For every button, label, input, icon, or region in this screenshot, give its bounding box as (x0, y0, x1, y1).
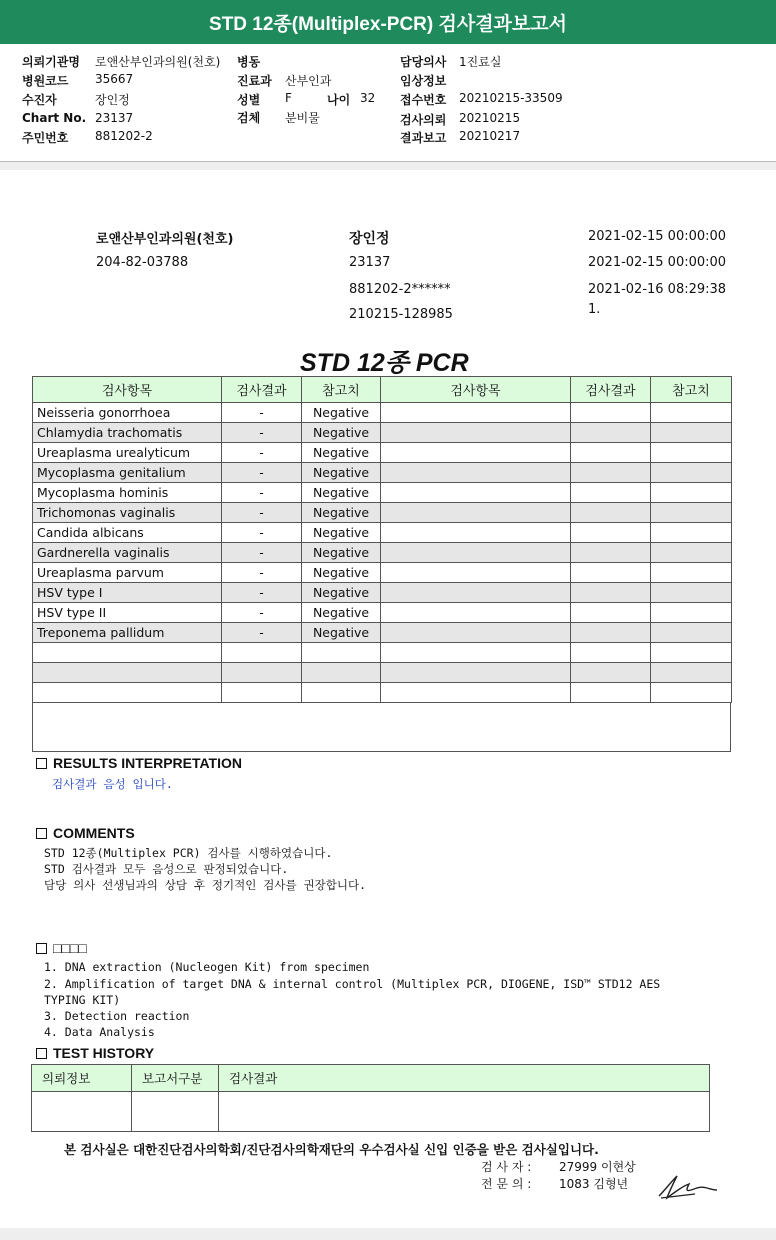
reference-cell: Negative (302, 463, 381, 483)
table-row (33, 683, 732, 703)
test-item-cell: Trichomonas vaginalis (33, 503, 222, 523)
reference-cell (651, 643, 732, 663)
reference-cell: Negative (302, 523, 381, 543)
reference-cell (651, 563, 732, 583)
receipt-label: 접수번호 (400, 93, 447, 107)
report-title: STD 12종(Multiplex-PCR) 검사결과보고서 (0, 0, 776, 44)
age-value: 32 (360, 91, 376, 105)
test-item-cell: Neisseria gonorrhoea (33, 403, 222, 423)
method-title-text: □□□□ (53, 940, 87, 956)
test-result-cell (571, 643, 651, 663)
test-item-cell (381, 503, 571, 523)
interpretation-title-text: RESULTS INTERPRETATION (53, 755, 242, 771)
specimen-number: 210215-128985 (349, 307, 453, 322)
test-result-cell (571, 583, 651, 603)
sex-value: F (285, 91, 292, 105)
clinical-label: 임상정보 (400, 74, 447, 88)
patient-value: 장인정 (95, 93, 130, 107)
report-label: 결과보고 (400, 131, 447, 145)
dept-label: 진료과 (237, 74, 272, 88)
age-label: 나이 (327, 93, 351, 107)
tester-label: 검 사 자 : (481, 1160, 532, 1174)
col-result-header: 검사결과 (222, 377, 302, 403)
history-header-row (32, 1065, 710, 1092)
test-result-cell: - (222, 483, 302, 503)
test-item-cell (381, 583, 571, 603)
table-row (33, 623, 732, 643)
results-table (32, 376, 732, 703)
reference-cell: Negative (302, 583, 381, 603)
test-result-cell (571, 663, 651, 683)
business-number: 204-82-03788 (96, 255, 189, 270)
institution-label: 의뢰기관명 (22, 55, 80, 69)
reference-cell: Negative (302, 423, 381, 443)
table-row (33, 463, 732, 483)
table-row (33, 643, 732, 663)
col-ref-header: 참고치 (302, 377, 381, 403)
method-line-2: 2. Amplification of target DNA & internal control (Multiplex PCR, DIOGENE, ISD™ STD12 AES (44, 977, 661, 991)
table-row (33, 423, 732, 443)
history-cell (132, 1092, 219, 1132)
bottom-band (0, 1228, 776, 1240)
test-item-cell (33, 683, 222, 703)
chart-value: 23137 (95, 111, 134, 125)
reference-cell (651, 683, 732, 703)
comment-line-1: STD 12종(Multiplex PCR) 검사를 시행하였습니다. (44, 846, 333, 860)
patient-name: 장인정 (349, 231, 390, 247)
test-item-cell: Mycoplasma genitalium (33, 463, 222, 483)
reference-cell (302, 683, 381, 703)
table-row (33, 583, 732, 603)
test-item-cell (381, 443, 571, 463)
reference-cell: Negative (302, 483, 381, 503)
test-item-cell: Ureaplasma parvum (33, 563, 222, 583)
history-title (36, 1045, 154, 1061)
reference-cell (651, 603, 732, 623)
test-result-cell (571, 603, 651, 623)
test-item-cell (381, 623, 571, 643)
history-title-text: TEST HISTORY (53, 1045, 155, 1061)
sex-label: 성별 (237, 93, 261, 107)
comments-title-text: COMMENTS (53, 825, 135, 841)
reference-cell (302, 663, 381, 683)
reference-cell (651, 443, 732, 463)
test-item-cell (381, 423, 571, 443)
col-ref-header-2: 참고치 (651, 377, 732, 403)
test-item-cell (381, 603, 571, 623)
table-row (33, 443, 732, 463)
signature-icon (655, 1168, 719, 1202)
test-item-cell (33, 643, 222, 663)
checkbox-square-icon (36, 758, 47, 769)
reference-cell (302, 643, 381, 663)
test-result-cell (571, 503, 651, 523)
test-item-cell: Mycoplasma hominis (33, 483, 222, 503)
test-result-cell (571, 403, 651, 423)
request-label: 검사의뢰 (400, 113, 447, 127)
test-result-cell (571, 443, 651, 463)
test-item-cell (381, 683, 571, 703)
method-title (36, 940, 87, 956)
test-item-cell: HSV type II (33, 603, 222, 623)
col-item-header: 검사항목 (33, 377, 222, 403)
table-row (33, 603, 732, 623)
test-result-cell: - (222, 463, 302, 483)
table-row (33, 563, 732, 583)
test-result-cell: - (222, 523, 302, 543)
comment-line-3: 담당 의사 선생님과의 상담 후 정기적인 검사를 권장합니다. (44, 878, 367, 892)
patient-info-panel (0, 44, 776, 162)
reference-cell (651, 503, 732, 523)
doctor-label: 담당의사 (400, 55, 447, 69)
certification-note: 본 검사실은 대한진단검사의학회/진단검사의학재단의 우수검사실 신입 인증을 받은 검사실입니다. (64, 1142, 599, 1157)
test-result-cell (571, 563, 651, 583)
test-result-cell (222, 643, 302, 663)
test-result-cell: - (222, 543, 302, 563)
clinic-name: 로앤산부인과의원(천호) (96, 232, 234, 247)
comments-title (36, 825, 135, 841)
test-result-cell (571, 423, 651, 443)
specimen-value: 분비물 (285, 111, 320, 125)
history-col-result: 검사결과 (219, 1065, 710, 1092)
doctor-value: 1진료실 (459, 55, 502, 69)
reference-cell: Negative (302, 443, 381, 463)
history-cell (32, 1092, 132, 1132)
hospital-code-value: 35667 (95, 72, 134, 86)
report-date-cont: 1. (588, 302, 601, 317)
history-cell (219, 1092, 710, 1132)
test-item-cell (381, 543, 571, 563)
tester-value: 27999 이현상 (559, 1160, 636, 1174)
hospital-code-label: 병원코드 (22, 74, 69, 88)
comment-line-2: STD 검사결과 모두 음성으로 판정되었습니다. (44, 862, 289, 876)
receipt-date: 2021-02-15 00:00:00 (588, 229, 727, 244)
reference-cell (651, 543, 732, 563)
test-item-cell: Treponema pallidum (33, 623, 222, 643)
reference-cell (651, 663, 732, 683)
test-item-cell: Ureaplasma urealyticum (33, 443, 222, 463)
test-result-cell (571, 483, 651, 503)
reference-cell (651, 583, 732, 603)
table-row (33, 403, 732, 423)
table-row (33, 543, 732, 563)
reference-cell: Negative (302, 403, 381, 423)
test-result-cell (571, 543, 651, 563)
col-item-header-2: 검사항목 (381, 377, 571, 403)
method-line-5: 4. Data Analysis (44, 1025, 155, 1039)
method-line-1: 1. DNA extraction (Nucleogen Kit) from specimen (44, 960, 370, 974)
ssn-label: 주민번호 (22, 131, 69, 145)
test-result-cell: - (222, 603, 302, 623)
pcr-title: STD 12종 PCR (300, 349, 469, 377)
history-col-type: 보고서구분 (132, 1065, 219, 1092)
test-item-cell: Candida albicans (33, 523, 222, 543)
chart-label: Chart No. (22, 111, 87, 125)
table-row (33, 483, 732, 503)
request-date: 2021-02-15 00:00:00 (588, 255, 727, 270)
checkbox-square-icon (36, 943, 47, 954)
table-row (33, 503, 732, 523)
ward-label: 병동 (237, 55, 261, 69)
reference-cell: Negative (302, 623, 381, 643)
method-line-4: 3. Detection reaction (44, 1009, 190, 1023)
test-item-cell (381, 663, 571, 683)
test-result-cell (222, 683, 302, 703)
test-item-cell: HSV type I (33, 583, 222, 603)
ssn-value: 881202-2 (95, 129, 153, 143)
reference-cell (651, 423, 732, 443)
specialist-label: 전 문 의 : (481, 1177, 532, 1191)
interpretation-text: 검사결과 음성 입니다. (52, 777, 173, 791)
results-table-footer-box (32, 703, 731, 752)
reference-cell (651, 523, 732, 543)
test-item-cell: Gardnerella vaginalis (33, 543, 222, 563)
method-line-3: TYPING KIT) (44, 993, 121, 1007)
ssn-masked: 881202-2****** (349, 282, 451, 297)
history-table (31, 1064, 710, 1132)
test-result-cell: - (222, 403, 302, 423)
test-result-cell: - (222, 623, 302, 643)
test-item-cell (381, 463, 571, 483)
chart-number: 23137 (349, 255, 391, 270)
test-result-cell: - (222, 563, 302, 583)
test-item-cell (381, 563, 571, 583)
test-result-cell (571, 523, 651, 543)
test-result-cell (571, 623, 651, 643)
interpretation-title (36, 755, 242, 771)
reference-cell: Negative (302, 603, 381, 623)
history-row (32, 1092, 710, 1132)
checkbox-square-icon (36, 1048, 47, 1059)
reference-cell: Negative (302, 563, 381, 583)
reference-cell (651, 483, 732, 503)
test-result-cell: - (222, 583, 302, 603)
report-date: 2021-02-16 08:29:38 (588, 282, 727, 297)
test-result-cell: - (222, 423, 302, 443)
receipt-value: 20210215-33509 (459, 91, 563, 105)
test-result-cell (571, 463, 651, 483)
checkbox-square-icon (36, 828, 47, 839)
reference-cell (651, 463, 732, 483)
test-result-cell (571, 683, 651, 703)
test-item-cell (33, 663, 222, 683)
col-result-header-2: 검사결과 (571, 377, 651, 403)
test-result-cell (222, 663, 302, 683)
reference-cell: Negative (302, 543, 381, 563)
test-item-cell (381, 643, 571, 663)
test-result-cell: - (222, 443, 302, 463)
request-value: 20210215 (459, 111, 521, 125)
divider-band (0, 162, 776, 170)
results-header-row (33, 377, 732, 403)
specialist-value: 1083 김형년 (559, 1177, 629, 1191)
table-row (33, 663, 732, 683)
test-item-cell (381, 403, 571, 423)
test-item-cell (381, 523, 571, 543)
test-item-cell: Chlamydia trachomatis (33, 423, 222, 443)
patient-label: 수진자 (22, 93, 57, 107)
table-row (33, 523, 732, 543)
reference-cell (651, 403, 732, 423)
reference-cell: Negative (302, 503, 381, 523)
specimen-label: 검체 (237, 111, 261, 125)
history-col-request: 의뢰정보 (32, 1065, 132, 1092)
reference-cell (651, 623, 732, 643)
test-result-cell: - (222, 503, 302, 523)
institution-value: 로앤산부인과의원(천호) (95, 55, 221, 69)
report-value: 20210217 (459, 129, 521, 143)
dept-value: 산부인과 (285, 74, 332, 88)
test-item-cell (381, 483, 571, 503)
